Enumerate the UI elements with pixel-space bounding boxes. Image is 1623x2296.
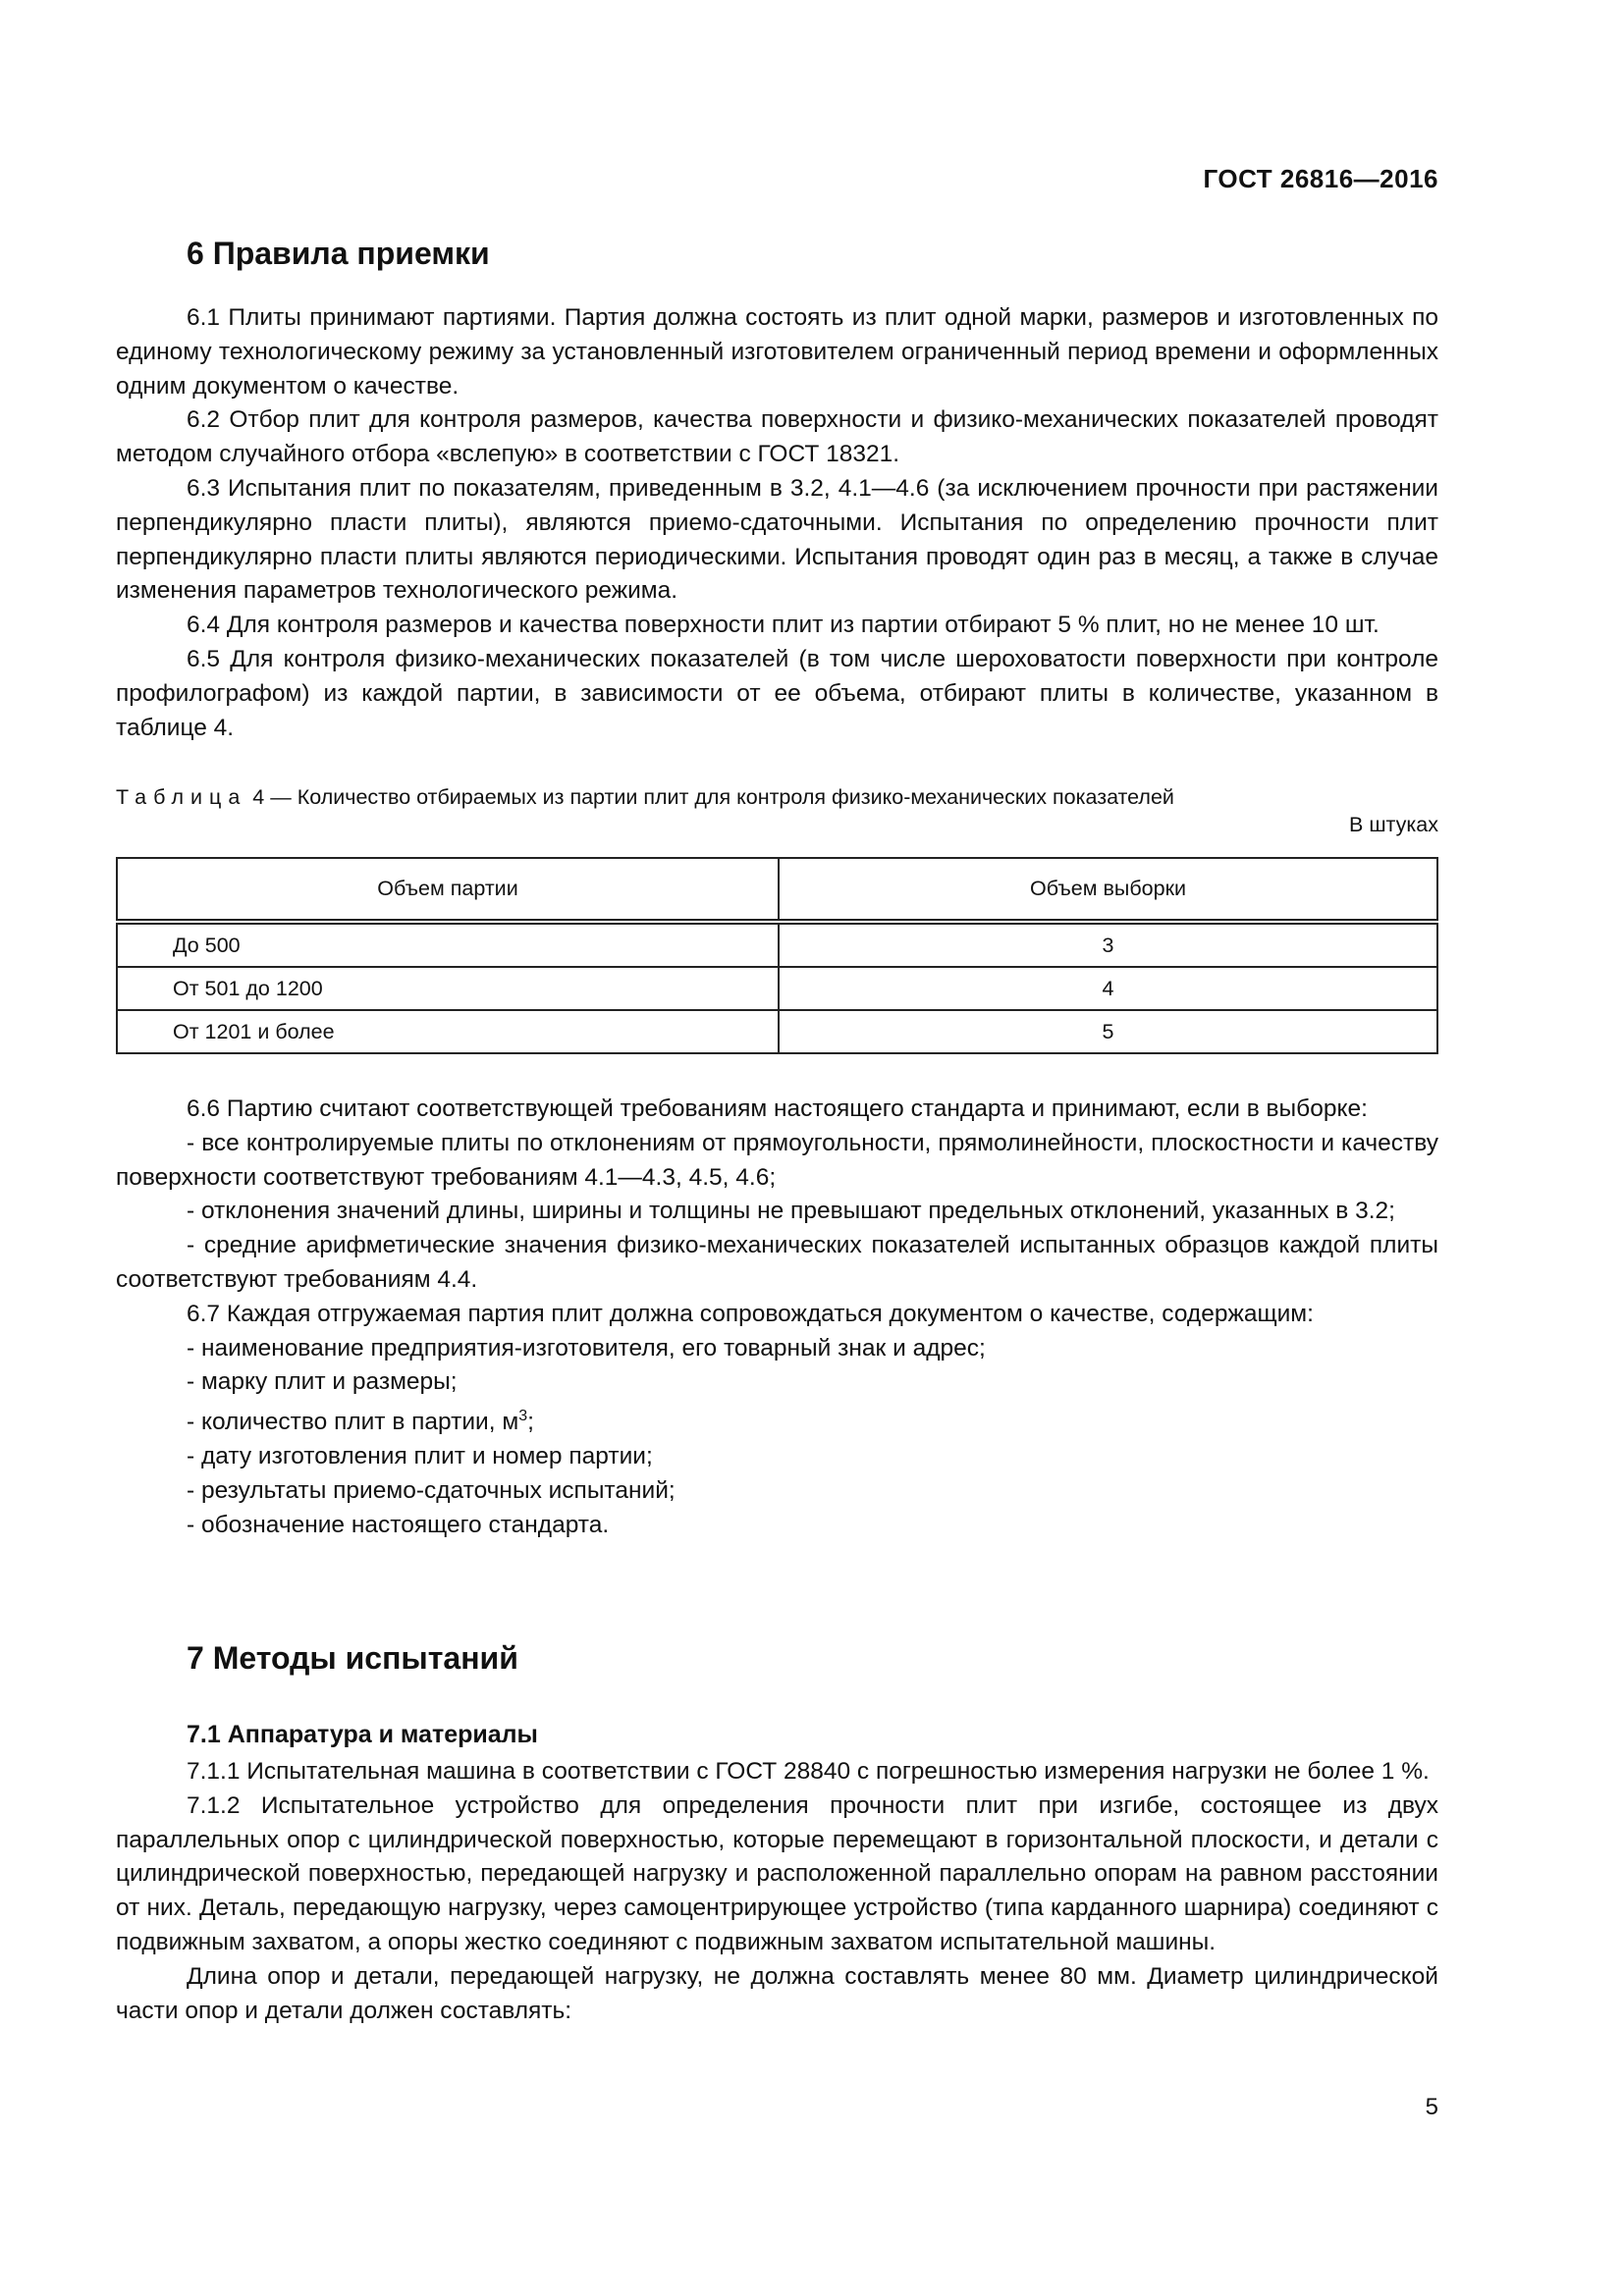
list-item	[116, 1400, 1438, 1440]
section-6-body	[116, 301, 1438, 745]
section-7	[116, 1638, 1438, 1678]
section-6	[116, 234, 1438, 273]
subsection-7-1-title: 7.1 Аппаратура и материалы	[187, 1721, 538, 1748]
table-caption	[116, 783, 1438, 811]
list-item: - дату изготовления плит и номер партии;	[187, 1443, 653, 1470]
paragraph-length: Длина опор и детали, передающей нагрузку, не должна составлять менее 80 мм. Диаметр цилиндрической части опор и детали должен составлять:	[116, 1962, 1438, 2024]
table-4	[116, 857, 1438, 1054]
list-item: - марку плит и размеры;	[187, 1368, 458, 1396]
paragraph-7-1-1: 7.1.1 Испытательная машина в соответствии с ГОСТ 28840 с погрешностью измерения нагрузки не более 1 %.	[187, 1758, 1430, 1785]
section-6-continued	[116, 1093, 1438, 1543]
list-item: - наименование предприятия-изготовителя, его товарный знак и адрес;	[187, 1334, 986, 1362]
list-item: - отклонения значений длины, ширины и толщины не превышают предельных отклонений, указанных в 3.2;	[187, 1198, 1395, 1225]
cell-lot-size: От 1201 и более	[117, 1010, 779, 1053]
paragraph-6-5: 6.5 Для контроля физико-механических показателей (в том числе шероховатости поверхности при контроле профилографом) из каждой партии, в зависимости от ее объема, отбирают плиты в количестве, указанном в таблице 4.	[116, 645, 1438, 741]
cell-sample-size: 5	[779, 1010, 1437, 1053]
table-row	[117, 1010, 1437, 1053]
list-item: - результаты приемо-сдаточных испытаний;	[187, 1476, 676, 1504]
page-number: 5	[1425, 2094, 1438, 2120]
section-7-title: 7 Методы испытаний	[187, 1640, 518, 1676]
table-header-lot-size: Объем партии	[117, 858, 779, 922]
table-caption-text: 4 — Количество отбираемых из партии плит для контроля физико-механических показателей	[246, 785, 1174, 809]
table-header-sample-size: Объем выборки	[779, 858, 1437, 922]
list-item: - все контролируемые плиты по отклонениям от прямоугольности, прямолинейности, плоскостности и качеству поверхности соответствуют требованиям 4.1—4.3, 4.5, 4.6;	[116, 1129, 1438, 1191]
paragraph-6-4: 6.4 Для контроля размеров и качества поверхности плит из партии отбирают 5 % плит, но не менее 10 шт.	[187, 612, 1380, 639]
table-row	[117, 922, 1437, 967]
paragraph-6-7: 6.7 Каждая отгружаемая партия плит должна сопровождаться документом о качестве, содержащим:	[187, 1300, 1314, 1327]
list-item-text: - количество плит в партии, м	[187, 1409, 519, 1436]
table-unit: В штуках	[1349, 813, 1438, 836]
superscript: 3	[518, 1408, 528, 1425]
table-4-caption-block	[116, 783, 1438, 838]
list-item: - обозначение настоящего стандарта.	[187, 1511, 610, 1538]
paragraph-6-3: 6.3 Испытания плит по показателям, приведенным в 3.2, 4.1—4.6 (за исключением прочности при растяжении перпендикулярно пласти плиты), являются приемо-сдаточными. Испытания по определению прочности плит перпендикулярно пласти плиты являются периодическими. Испытания проводят один раз в месяц, а также в случае изменения параметров технологического режима.	[116, 474, 1438, 605]
paragraph-6-2: 6.2 Отбор плит для контроля размеров, качества поверхности и физико-механических показателей проводят методом случайного отбора «вслепую» в соответствии с ГОСТ 18321.	[116, 406, 1438, 468]
cell-sample-size: 4	[779, 967, 1437, 1010]
section-7-body	[116, 1718, 1438, 2028]
table-row	[117, 967, 1437, 1010]
cell-sample-size: 3	[779, 922, 1437, 967]
cell-lot-size: До 500	[117, 922, 779, 967]
list-item: - средние арифметические значения физико-механических показателей испытанных образцов каждой плиты соответствуют требованиям 4.4.	[116, 1232, 1438, 1293]
table-caption-label: Таблица	[116, 785, 247, 809]
paragraph-6-6: 6.6 Партию считают соответствующей требованиям настоящего стандарта и принимают, если в выборке:	[187, 1095, 1368, 1122]
paragraph-6-1: 6.1 Плиты принимают партиями. Партия должна состоять из плит одной марки, размеров и изготовленных по единому технологическому режиму за установленный изготовителем ограниченный период времени и оформленных одним документом о качестве.	[116, 304, 1438, 400]
section-6-title: 6 Правила приемки	[187, 236, 490, 271]
paragraph-7-1-2: 7.1.2 Испытательное устройство для определения прочности плит при изгибе, состоящее из двух параллельных опор с цилиндрической поверхностью, которые перемещают в горизонтальной плоскости, и детали с цилиндрической поверхностью, передающей нагрузку и расположенной параллельно опорам на равном расстоянии от них. Деталь, передающую нагрузку, через самоцентрирующее устройство (типа карданного шарнира) соединяют с подвижным захватом, а опоры жестко соединяют с подвижным захватом испытательной машины.	[116, 1791, 1438, 1955]
document-designation: ГОСТ 26816—2016	[1203, 164, 1438, 193]
cell-lot-size: От 501 до 1200	[117, 967, 779, 1010]
punctuation: ;	[527, 1409, 534, 1436]
